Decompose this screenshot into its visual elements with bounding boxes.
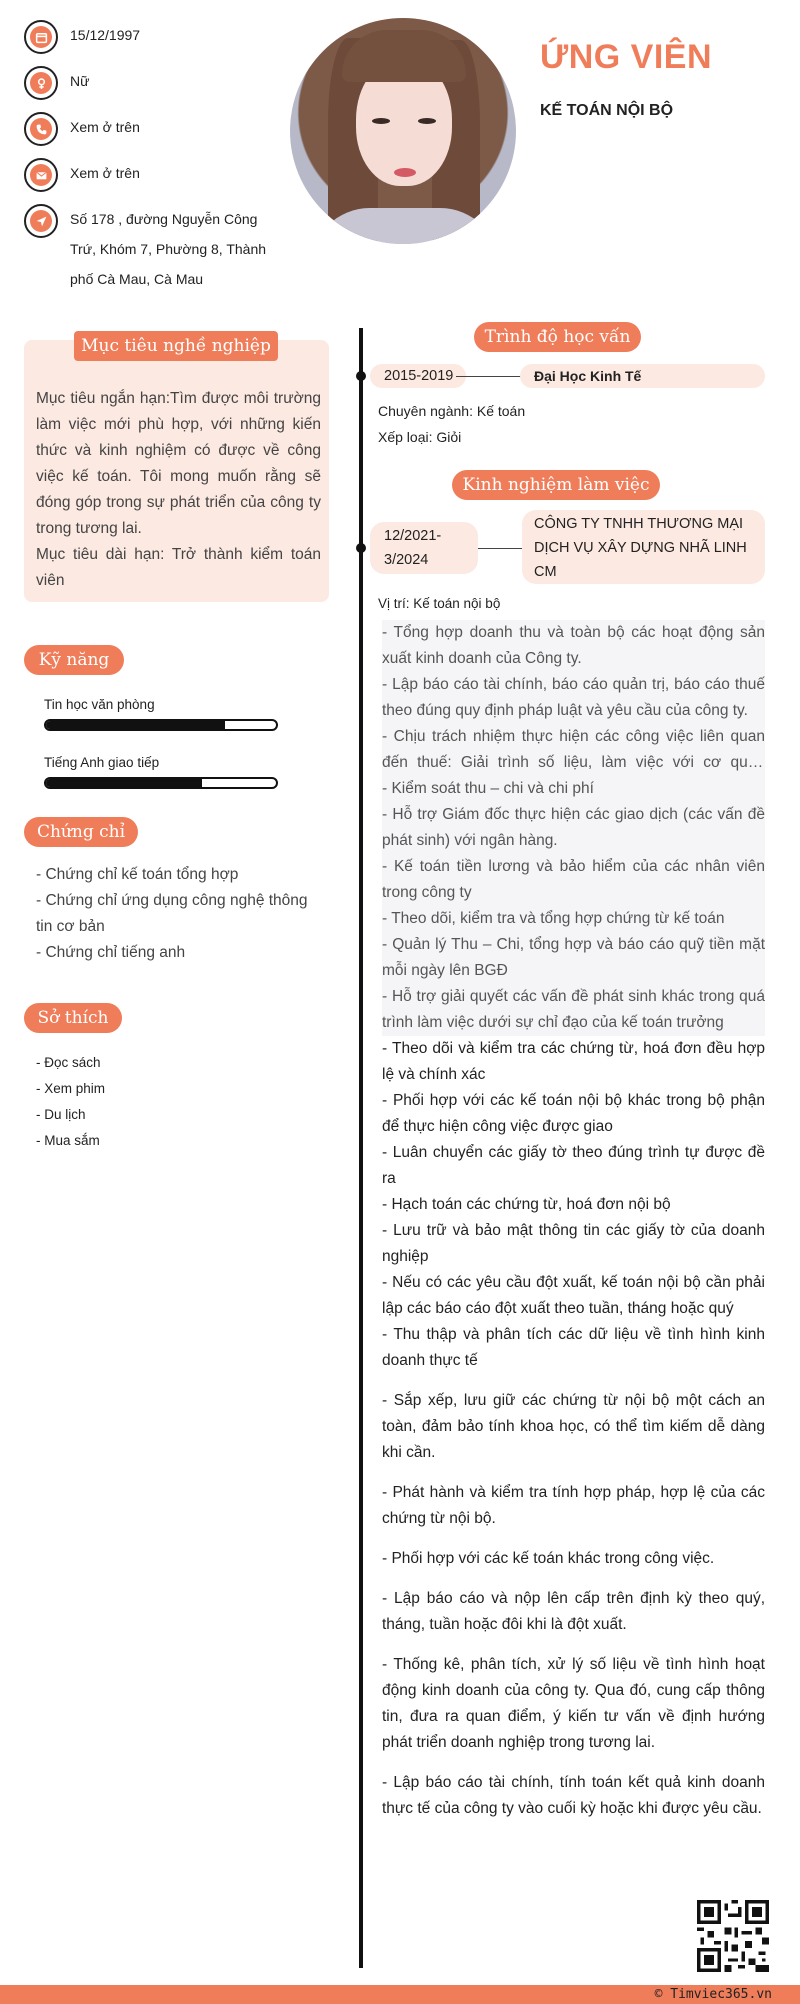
- duty-item: - Hỗ trợ giải quyết các vấn đề phát sinh khác trong quá trình làm việc dưới sự chỉ đạo của kế toán trưởng: [382, 984, 765, 1036]
- duty-item: - Thu thập và phân tích các dữ liệu về tình hình kinh doanh thực tế: [382, 1326, 765, 1369]
- duty-item: - Luân chuyển các giấy tờ theo đúng trình tự được đề ra: [382, 1144, 765, 1187]
- skill-bar: [44, 777, 278, 789]
- duty-item: - Lập báo cáo tài chính, tính toán kết quả kinh doanh thực tế của công ty vào cuối kỳ hoặc khi được yêu cầu.: [382, 1774, 765, 1817]
- experience-company: CÔNG TY TNHH THƯƠNG MẠI DỊCH VỤ XÂY DỰNG NHÃ LINH CM: [522, 510, 765, 584]
- footer-brand: © Timviec365.vn: [654, 1987, 772, 2002]
- candidate-name: ỨNG VIÊN: [540, 38, 713, 76]
- hobbies-list: [36, 1050, 105, 1154]
- skill-label: Tiếng Anh giao tiếp: [44, 755, 160, 770]
- skills-heading: Kỹ năng: [24, 645, 124, 675]
- education-grade: Xếp loại: Giỏi: [378, 429, 462, 445]
- duty-item: - Lập báo cáo tài chính, báo cáo quản trị, báo cáo thuế theo đúng quy định pháp luật và yêu cầu của công ty.: [382, 672, 765, 724]
- duty-item: - Theo dõi và kiểm tra các chứng từ, hoá đơn đều hợp lệ và chính xác: [382, 1040, 765, 1083]
- certificate-item: - Chứng chỉ kế toán tổng hợp: [36, 866, 239, 883]
- duty-item: - Hạch toán các chứng từ, hoá đơn nội bộ: [382, 1196, 671, 1213]
- hobby-item: - Mua sắm: [36, 1133, 100, 1148]
- location-icon: [24, 204, 58, 238]
- experience-heading: Kinh nghiệm làm việc: [452, 470, 660, 500]
- education-date: 2015-2019: [370, 364, 466, 388]
- duty-item: - Nếu có các yêu cầu đột xuất, kế toán nội bộ cần phải lập các báo cáo đột xuất theo tuần, tháng hoặc quý: [382, 1274, 765, 1317]
- contact-gender-row: [24, 66, 289, 100]
- education-detail: [378, 398, 525, 450]
- hobby-item: - Du lịch: [36, 1107, 86, 1122]
- certificate-item: - Chứng chỉ ứng dụng công nghệ thông tin cơ bản: [36, 892, 308, 935]
- experience-role: Vị trí: Kế toán nội bộ: [378, 596, 501, 611]
- experience-date: 12/2021-3/2024: [370, 522, 478, 574]
- job-position: KẾ TOÁN NỘI BỘ: [540, 102, 674, 119]
- career-goal-text: [36, 386, 321, 594]
- phone-icon: [24, 112, 58, 146]
- education-heading: Trình độ học vấn: [474, 322, 641, 352]
- short-term-goal: Mục tiêu ngắn hạn:Tìm được môi trường làm việc mới phù hợp, với những kiến thức và kinh nghiệm có được về công việc kế toán. Tôi mong muốn rằng sẽ đóng góp trong sự phát triển của công ty trong tương lai.: [36, 390, 321, 537]
- email-text: Xem ở trên: [70, 165, 140, 181]
- gender-icon: [24, 66, 58, 100]
- contact-address-row: [24, 204, 289, 294]
- qr-code-icon: [697, 1900, 769, 1972]
- hobby-item: - Xem phim: [36, 1081, 106, 1096]
- dob-text: 15/12/1997: [70, 27, 141, 43]
- duty-item: - Theo dõi, kiểm tra và tổng hợp chứng từ kế toán: [382, 906, 765, 932]
- timeline-dot: [356, 543, 366, 553]
- gender-text: Nữ: [70, 73, 90, 89]
- calendar-icon: [24, 20, 58, 54]
- skill-bar: [44, 719, 278, 731]
- certificate-item: - Chứng chỉ tiếng anh: [36, 944, 186, 961]
- skill-label: Tin học văn phòng: [44, 697, 155, 712]
- address-text: Số 178 , đường Nguyễn Công Trứ, Khóm 7, Phường 8, Thành phố Cà Mau, Cà Mau: [70, 211, 267, 287]
- education-school: Đại Học Kinh Tế: [520, 364, 765, 388]
- certificates-list: [36, 862, 326, 966]
- duty-item: - Hỗ trợ Giám đốc thực hiện các giao dịch (các vấn đề phát sinh) với ngân hàng.: [382, 802, 765, 854]
- skill-item: [44, 697, 284, 731]
- email-icon: [24, 158, 58, 192]
- duty-item: - Lập báo cáo và nộp lên cấp trên định kỳ theo quý, tháng, tuần hoặc đôi khi là đột xuất.: [382, 1590, 765, 1633]
- duty-item: - Thống kê, phân tích, xử lý số liệu về tình hình hoạt động kinh doanh của công ty. Qua đó, cung cấp thông tin, đưa ra quan điểm, ý kiến tư vấn về định hướng phát triển doanh nghiệp trong tương lai.: [382, 1656, 765, 1751]
- phone-text: Xem ở trên: [70, 119, 140, 135]
- skill-bar-fill: [46, 779, 202, 787]
- timeline-line: [359, 328, 363, 1968]
- contact-dob-row: [24, 20, 289, 54]
- experience-duties: [382, 620, 765, 1822]
- duty-item: - Chịu trách nhiệm thực hiện các công việc liên quan đến thuế: Giải trình số liệu, làm việc với cơ quan: [382, 724, 765, 776]
- contact-phone-row: [24, 112, 289, 146]
- duty-item: - Lưu trữ và bảo mật thông tin các giấy tờ của doanh nghiệp: [382, 1222, 765, 1265]
- long-term-goal: Mục tiêu dài hạn: Trở thành kiểm toán viên: [36, 546, 321, 589]
- duty-item: - Tổng hợp doanh thu và toàn bộ các hoạt động sản xuất kinh doanh của Công ty.: [382, 620, 765, 672]
- hobbies-heading: Sở thích: [24, 1003, 122, 1033]
- career-goal-heading: Mục tiêu nghề nghiệp: [74, 331, 278, 361]
- skill-bar-fill: [46, 721, 225, 729]
- avatar: [290, 18, 516, 244]
- contact-email-row: [24, 158, 289, 192]
- duty-item: - Kế toán tiền lương và bảo hiểm của các nhân viên trong công ty: [382, 854, 765, 906]
- timeline-dot: [356, 371, 366, 381]
- skill-item: [44, 755, 284, 789]
- duty-item: - Kiểm soát thu – chi và chi phí: [382, 776, 765, 802]
- certificates-heading: Chứng chỉ: [24, 817, 138, 847]
- duty-item: - Sắp xếp, lưu giữ các chứng từ nội bộ một cách an toàn, đảm bảo tính khoa học, có thể tìm kiếm dễ dàng khi cần.: [382, 1392, 765, 1461]
- duty-item: - Quản lý Thu – Chi, tổng hợp và báo cáo quỹ tiền mặt mỗi ngày lên BGĐ: [382, 932, 765, 984]
- hobby-item: - Đọc sách: [36, 1055, 101, 1070]
- contact-info: [24, 20, 289, 306]
- connector-line: [478, 548, 526, 549]
- education-major: Chuyên ngành: Kế toán: [378, 403, 526, 419]
- duty-item: - Phối hợp với các kế toán khác trong công việc.: [382, 1550, 715, 1567]
- connector-line: [456, 376, 526, 377]
- duty-item: - Phát hành và kiểm tra tính hợp pháp, hợp lệ của các chứng từ nội bộ.: [382, 1484, 765, 1527]
- duty-item: - Phối hợp với các kế toán nội bộ khác trong bộ phận để thực hiện công việc được giao: [382, 1092, 765, 1135]
